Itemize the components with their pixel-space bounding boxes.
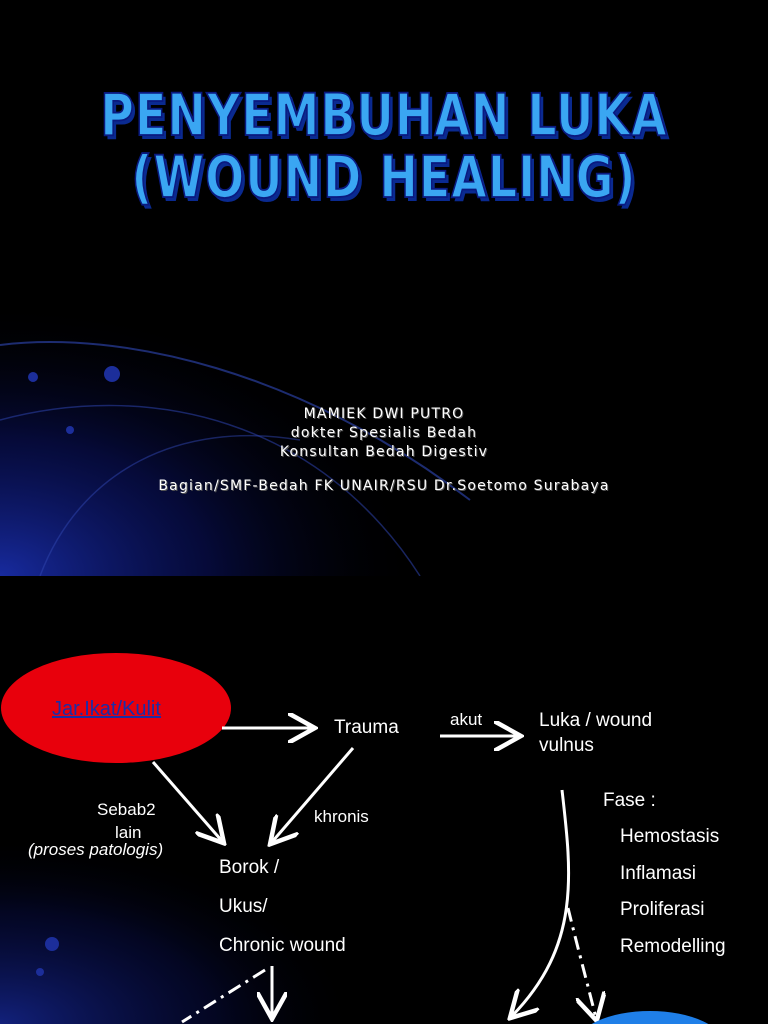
fase-title: Fase : xyxy=(603,790,656,811)
decor-dot xyxy=(28,372,38,382)
bottom-ellipse xyxy=(575,1011,725,1024)
khronis-label: khronis xyxy=(314,807,369,826)
decor-dot xyxy=(36,968,44,976)
sebab-label-1: Sebab2 xyxy=(97,800,156,819)
fase-item: Remodelling xyxy=(620,936,726,957)
arrow-luka-dashed xyxy=(568,908,596,1018)
trauma-node: Trauma xyxy=(334,717,399,738)
fase-item: Hemostasis xyxy=(620,826,720,847)
fase-item: Inflamasi xyxy=(620,863,697,884)
sebab-label-3: (proses patologis) xyxy=(28,840,164,859)
title-line-2: (WOUND HEALING) xyxy=(131,143,637,211)
affiliation: Bagian/SMF-Bedah FK UNAIR/RSU Dr.Soetomo Surabaya xyxy=(158,478,610,494)
decor-dot xyxy=(45,937,59,951)
arrow-trauma-to-borok xyxy=(272,748,353,842)
arrow-luka-down xyxy=(512,790,569,1016)
origin-label: Jar.Ikat/Kulit xyxy=(52,698,161,720)
fase-item: Proliferasi xyxy=(620,899,705,920)
author-role-1: dokter Spesialis Bedah xyxy=(290,425,478,441)
arrow-origin-to-borok xyxy=(153,762,222,841)
diagram-slide xyxy=(0,576,768,1024)
luka-node-line1: Luka / wound xyxy=(539,710,653,731)
author-name: MAMIEK DWI PUTRO xyxy=(303,406,465,422)
sebab-label-2: lain xyxy=(115,823,142,842)
decor-dot xyxy=(104,366,120,382)
akut-label: akut xyxy=(450,710,483,729)
title-line-1: PENYEMBUHAN LUKA xyxy=(100,81,668,149)
author-role-2: Konsultan Bedah Digestiv xyxy=(279,444,489,460)
borok-node-line1: Borok / xyxy=(219,857,280,878)
luka-node-line2: vulnus xyxy=(539,735,594,756)
borok-node-line3: Chronic wound xyxy=(219,935,346,956)
borok-node-line2: Ukus/ xyxy=(219,896,268,917)
